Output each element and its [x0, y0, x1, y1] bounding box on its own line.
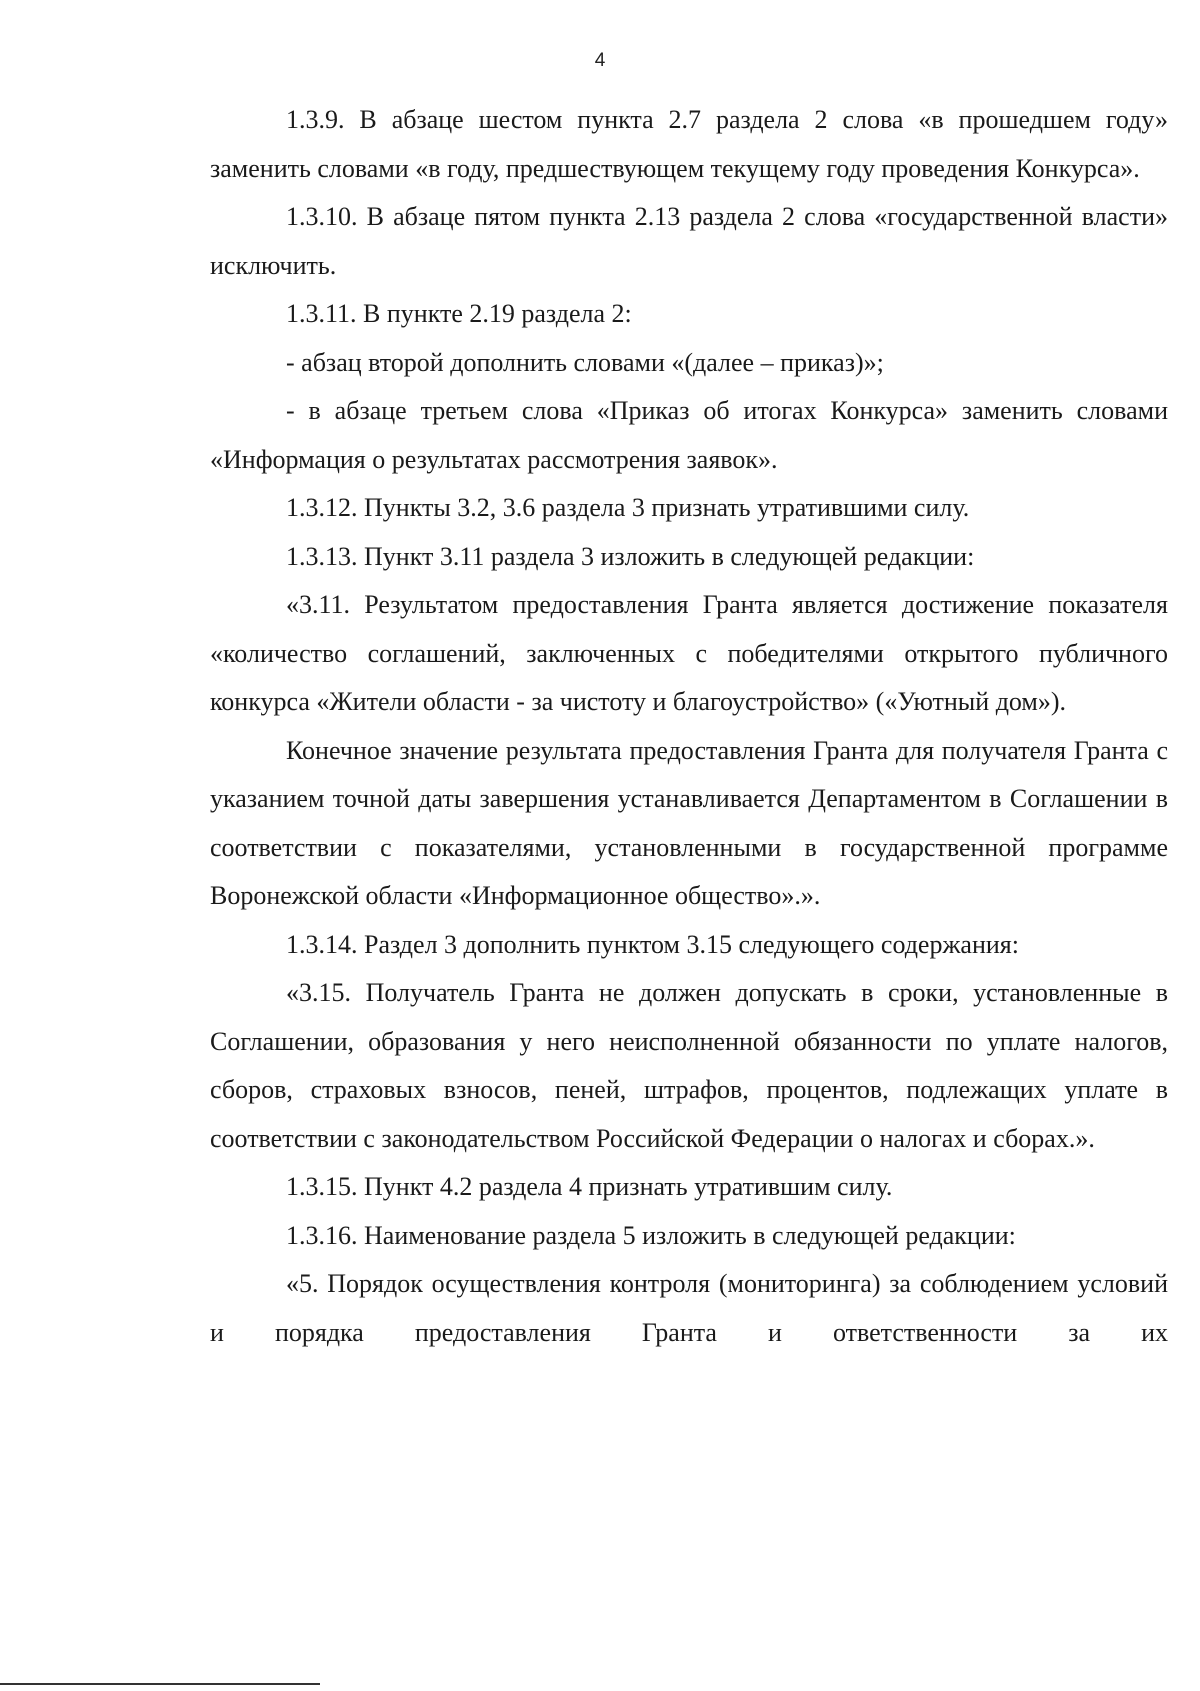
paragraph-1-3-11: 1.3.11. В пункте 2.19 раздела 2: — [286, 299, 632, 328]
paragraph-1-3-10: 1.3.10. В абзаце пятом пункта 2.13 раздела 2 слова «государственной власти» исключить. — [210, 202, 1168, 280]
paragraph-1-3-9: 1.3.9. В абзаце шестом пункта 2.7 раздела 2 слова «в прошедшем году» заменить словами «в году, предшествующем текущему году проведения Конкурса». — [210, 105, 1168, 183]
paragraph-1-3-14: 1.3.14. Раздел 3 дополнить пунктом 3.15 следующего содержания: — [286, 929, 1019, 959]
paragraph-1-3-13: 1.3.13. Пункт 3.11 раздела 3 изложить в следующей редакции: — [286, 541, 975, 571]
page-number: 4 — [594, 50, 606, 71]
list-item-abzac-vtoroy: - абзац второй дополнить словами «(далее – приказ)»; — [286, 347, 884, 377]
paragraph-final-value: Конечное значение результата предоставления Гранта для получателя Гранта с указанием точной даты завершения устанавливается Департаментом в Соглашении в соответствии с показателями, установленными в государственной программе Воронежской области «Информационное общество».». — [210, 735, 1168, 910]
quote-section-5-title: «5. Порядок осуществления контроля (мониторинга) за соблюдением условий и порядка предоставления Гранта и ответственности за их — [210, 1269, 1168, 1347]
footer-divider — [0, 1683, 320, 1685]
quote-3-11: «3.11. Результатом предоставления Гранта является достижение показателя «количество соглашений, заключенных с победителями открытого публичного конкурса «Жители области - за чистоту и благоустройство» («Уютный дом»). — [210, 590, 1168, 716]
quote-3-15: «3.15. Получатель Гранта не должен допускать в сроки, установленные в Соглашении, образования у него неисполненной обязанности по уплате налогов, сборов, страховых взносов, пеней, штрафов, процентов, подлежащих уплате в соответствии с законодательством Российской Федерации о налогах и сборах.». — [210, 978, 1168, 1153]
document-body — [210, 96, 1168, 1357]
paragraph-1-3-12: 1.3.12. Пункты 3.2, 3.6 раздела 3 признать утратившими силу. — [286, 493, 970, 522]
paragraph-1-3-16: 1.3.16. Наименование раздела 5 изложить в следующей редакции: — [286, 1220, 1016, 1250]
list-item-abzac-tretiy: - в абзаце третьем слова «Приказ об итогах Конкурса» заменить словами «Информация о результатах рассмотрения заявок». — [210, 396, 1168, 474]
paragraph-1-3-15: 1.3.15. Пункт 4.2 раздела 4 признать утратившим силу. — [286, 1172, 893, 1201]
